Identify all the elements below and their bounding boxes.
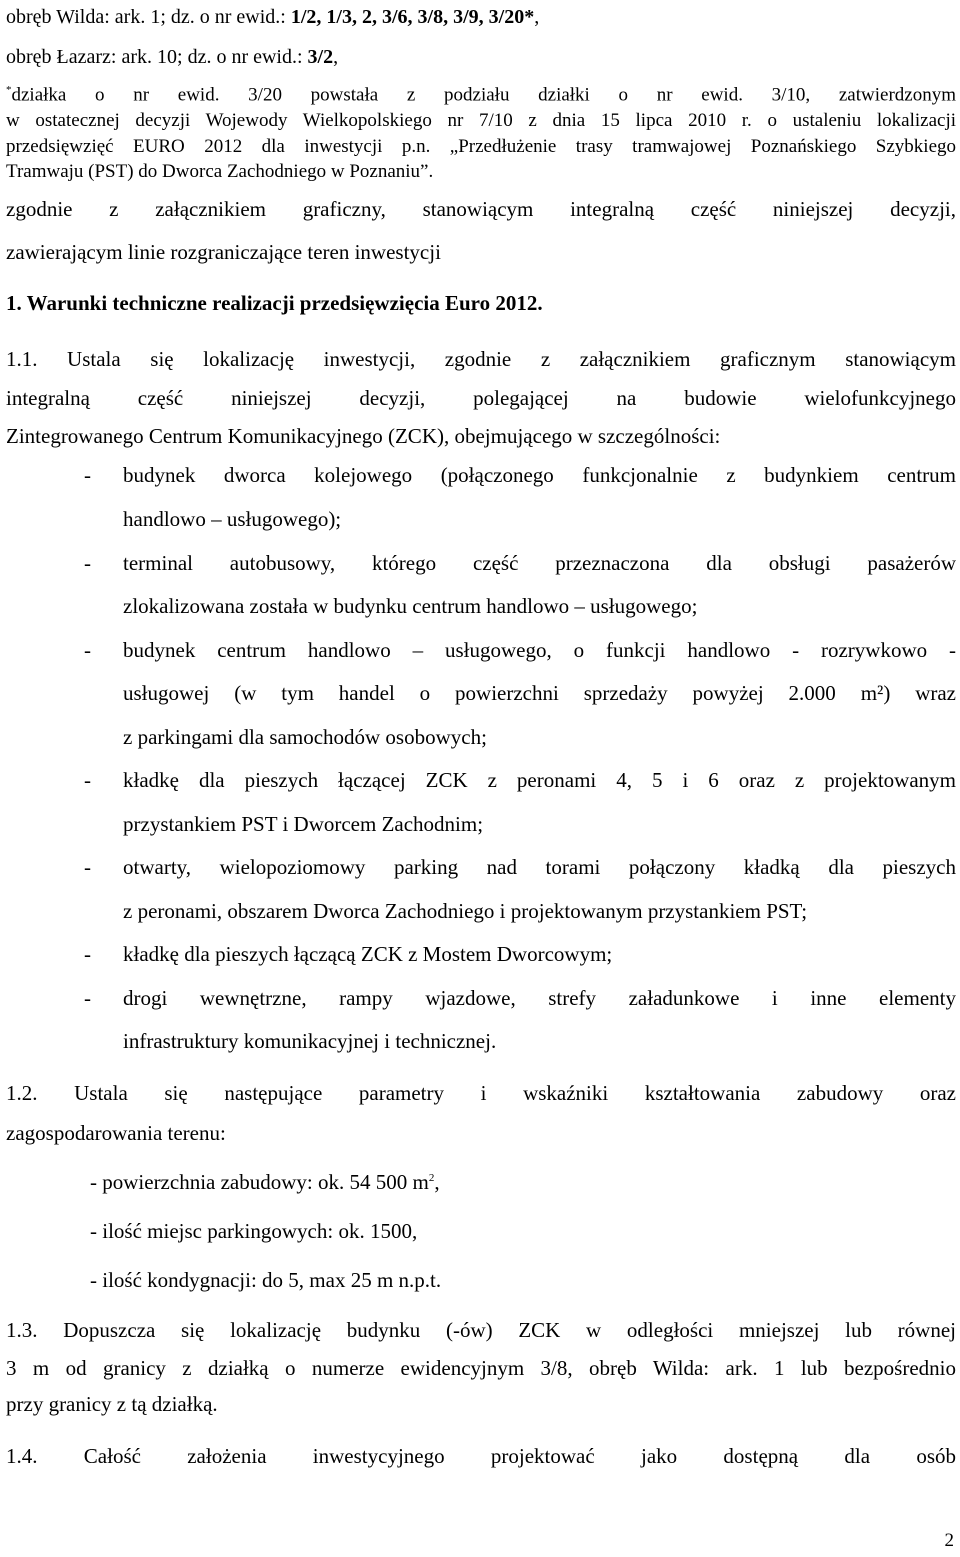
intro-line: zgodnie z załącznikiem graficzny, stanowiącym integralną część niniejszej decyzji, xyxy=(6,197,956,221)
parcel-line-lazarz: obręb Łazarz: ark. 10; dz. o nr ewid.: 3/2, xyxy=(6,46,339,68)
parameter-parking-spaces: - ilość miejsc parkingowych: ok. 1500, xyxy=(90,1219,418,1243)
footnote-line: Tramwaju (PST) do Dworca Zachodniego w Poznaniu”. xyxy=(6,161,434,182)
footnote-mark: * xyxy=(6,84,12,96)
paragraph-1-1-line: 1.1. Ustala się lokalizację inwestycji, zgodnie z załącznikiem graficznym stanowiącym xyxy=(6,347,956,371)
parcel-numbers-lazarz: 3/2 xyxy=(307,46,334,68)
paragraph-1-4-line: 1.4. Całość założenia inwestycyjnego projektować jako dostępną dla osób xyxy=(6,1444,956,1468)
parameter-storeys: - ilość kondygnacji: do 5, max 25 m n.p.t. xyxy=(90,1268,442,1292)
bullet-dash: - xyxy=(84,551,91,575)
paragraph-1-3-line: przy granicy z tą działką. xyxy=(6,1392,218,1416)
paragraph-1-2-line: 1.2. Ustala się następujące parametry i wskaźniki kształtowania zabudowy oraz xyxy=(6,1081,956,1105)
section-heading: 1. Warunki techniczne realizacji przedsięwzięcia Euro 2012. xyxy=(6,291,543,315)
paragraph-1-1-line: Zintegrowanego Centrum Komunikacyjnego (ZCK), obejmującego w szczególności: xyxy=(6,424,721,448)
paragraph-1-3-line: 3 m od granicy z działką o numerze ewidencyjnym 3/8, obręb Wilda: ark. 1 lub bezpośrednio xyxy=(6,1356,956,1380)
parcel-line-wilda: obręb Wilda: ark. 1; dz. o nr ewid.: 1/2, 1/3, 2, 3/6, 3/8, 3/9, 3/20*, xyxy=(6,6,540,28)
page-number: 2 xyxy=(944,1530,954,1551)
paragraph-1-2-line: zagospodarowania terenu: xyxy=(6,1121,226,1145)
bullet-dash: - xyxy=(84,768,91,792)
footnote-line: przedsięwzięć EURO 2012 dla inwestycji p.n. „Przedłużenie trasy tramwajowej Poznańskiego Szybkiego xyxy=(6,136,956,157)
intro-line: zawierającym linie rozgraniczające teren inwestycji xyxy=(6,240,441,264)
footnote-line: w ostatecznej decyzji Wojewody Wielkopolskiego nr 7/10 z dnia 15 lipca 2010 r. o ustaleniu lokalizacji xyxy=(6,110,956,131)
footnote-line: *działka o nr ewid. 3/20 powstała z podziału działki o nr ewid. 3/10, zatwierdzonym xyxy=(6,84,956,106)
bullet-dash: - xyxy=(84,855,91,879)
paragraph-1-3-line: 1.3. Dopuszcza się lokalizację budynku (-ów) ZCK w odległości mniejszej lub równej xyxy=(6,1318,956,1342)
parcel-numbers-wilda: 1/2, 1/3, 2, 3/6, 3/8, 3/9, 3/20* xyxy=(290,6,535,28)
bullet-dash: - xyxy=(84,942,91,966)
paragraph-1-1-line: integralną część niniejszej decyzji, polegającej na budowie wielofunkcyjnego xyxy=(6,386,956,410)
bullet-dash: - xyxy=(84,463,91,487)
bullet-dash: - xyxy=(84,638,91,662)
bullet-dash: - xyxy=(84,986,91,1010)
parameter-built-area: - powierzchnia zabudowy: ok. 54 500 $m^2$, xyxy=(90,1170,440,1194)
